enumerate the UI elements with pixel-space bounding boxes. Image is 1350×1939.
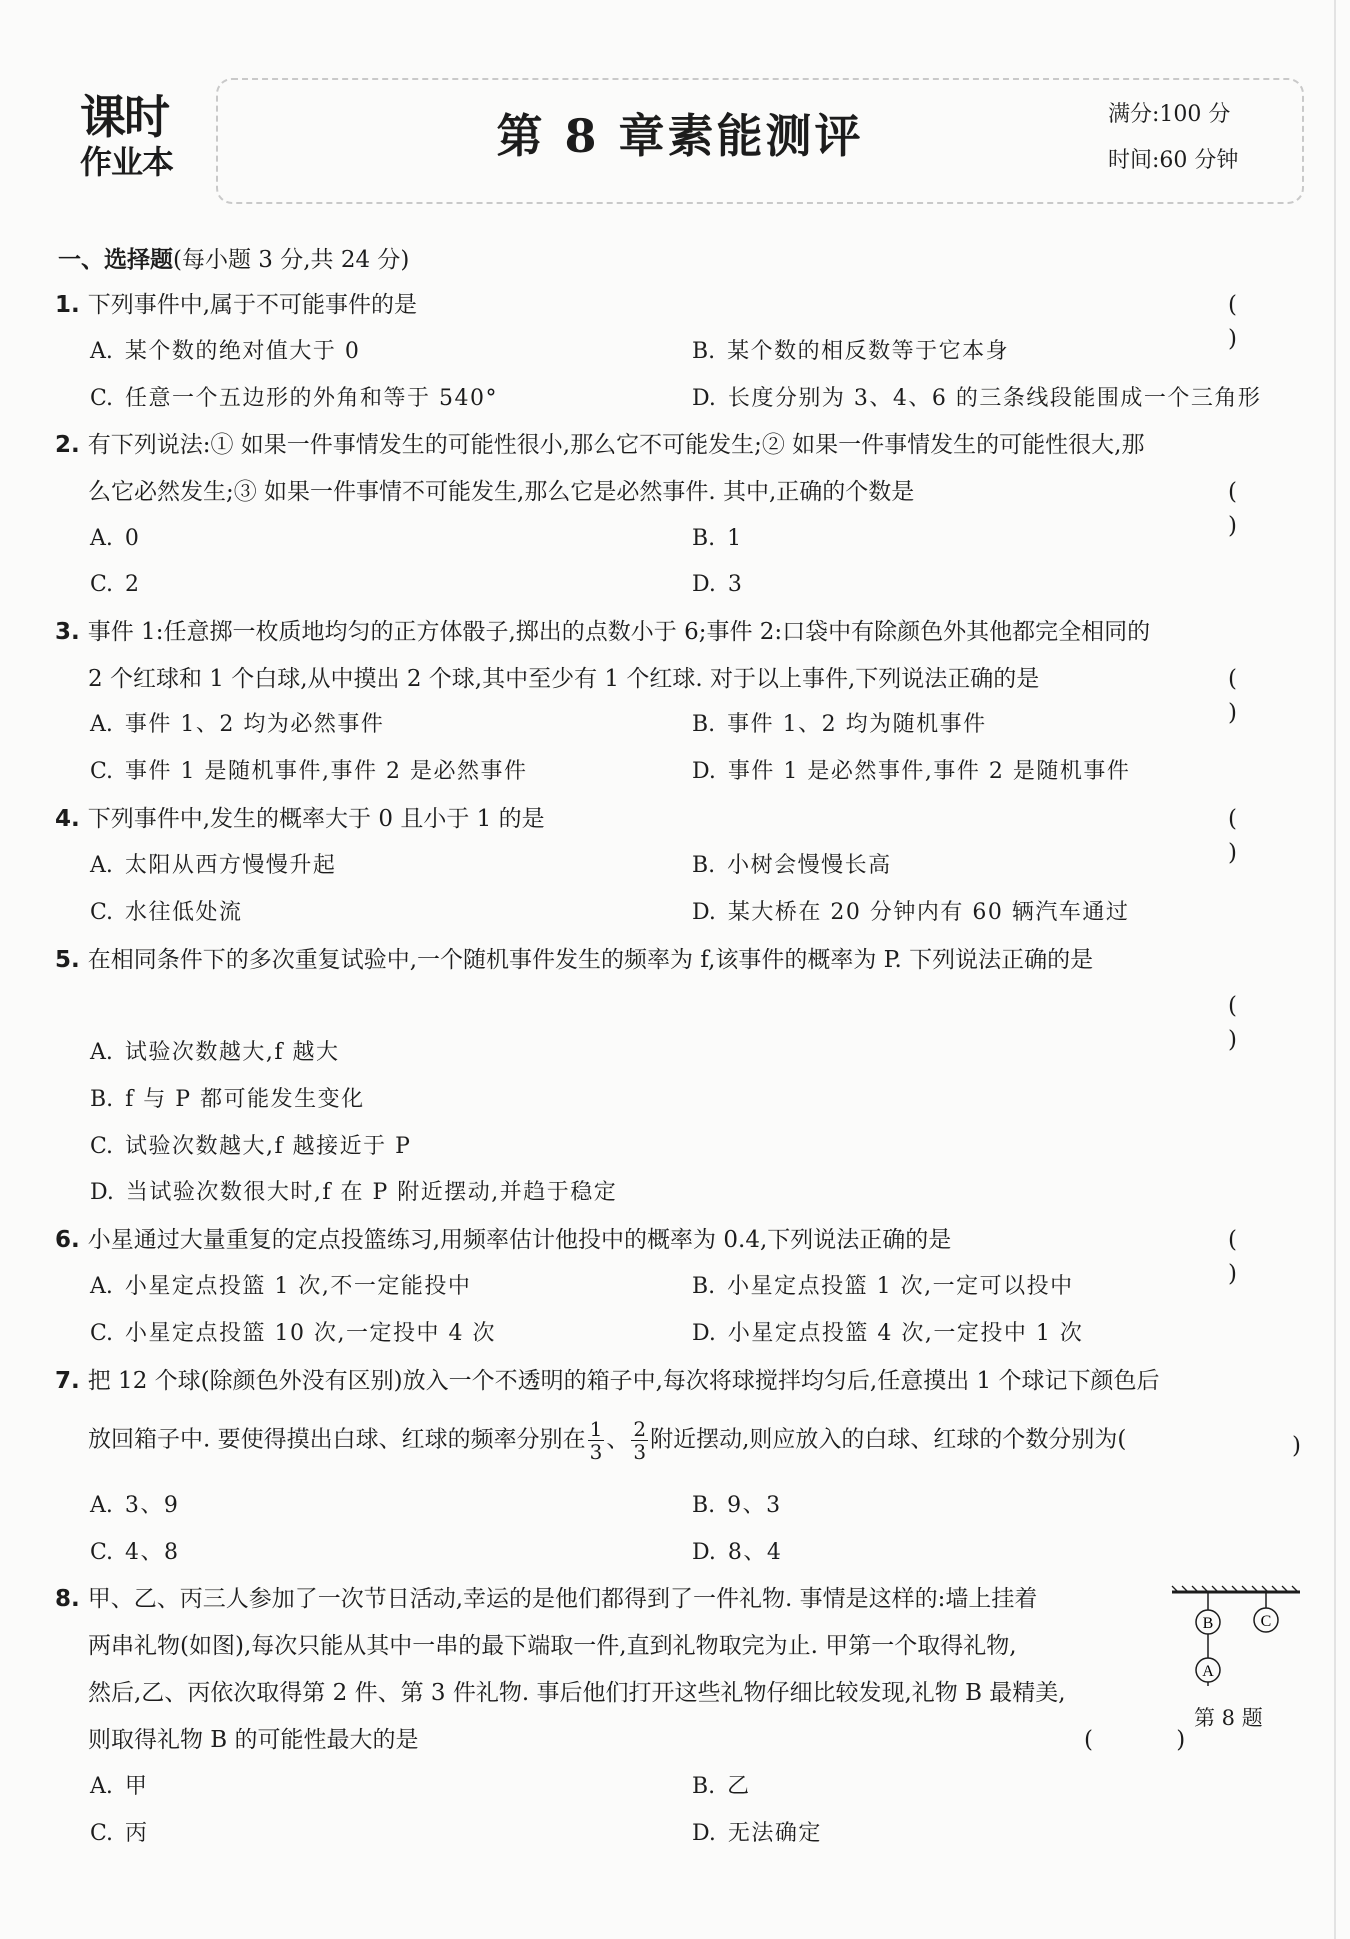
option-c: C. 4、8 (90, 1540, 180, 1565)
option-d: D. 某大桥在 20 分钟内有 60 辆汽车通过 (692, 900, 1130, 925)
answer-blank: ( ) (1228, 1227, 1275, 1287)
fraction-one-third: $\frac{1}{3}$ (589, 1417, 603, 1464)
question-6-stem (55, 1223, 951, 1257)
option-c: C. 2 (90, 572, 141, 597)
section-note: (每小题 3 分,共 24 分) (173, 247, 410, 273)
logo-line2: 作业本 (80, 143, 174, 181)
question-text: 事件 1:任意掷一枚质地均匀的正方体骰子,掷出的点数小于 6;事件 2:口袋中有除颜色外其他都完全相同的 (87, 619, 1151, 645)
question-number: 4. (55, 806, 80, 832)
question-number: 2. (55, 432, 80, 458)
question-5-stem (55, 943, 1093, 977)
option-b: B. 事件 1、2 均为随机事件 (692, 712, 987, 737)
option-b: B. 1 (692, 526, 743, 551)
option-c: C. 任意一个五边形的外角和等于 540° (90, 386, 499, 411)
answer-blank: ( ) (1228, 479, 1275, 539)
question-number: 5. (55, 947, 80, 973)
option-b: B. 某个数的相反数等于它本身 (692, 339, 1010, 364)
option-d: D. 无法确定 (692, 1821, 822, 1846)
question-8-stem (55, 1582, 1037, 1616)
option-d: D. 8、4 (692, 1540, 783, 1565)
gift-a-label: A (1202, 1663, 1214, 1680)
time-limit: 时间:60 分钟 (1108, 148, 1239, 173)
gift-c-label: C (1260, 1613, 1272, 1630)
question-number: 8. (55, 1586, 80, 1612)
question-text: 小星通过大量重复的定点投篮练习,用频率估计他投中的概率为 0.4,下列说法正确的是 (87, 1227, 952, 1253)
option-d: D. 长度分别为 3、4、6 的三条线段能围成一个三角形 (692, 386, 1262, 411)
question-4-stem (55, 802, 545, 836)
question-3-stem (55, 615, 1150, 649)
section-heading (58, 243, 409, 277)
section-title: 一、选择题 (58, 247, 173, 273)
option-d: D. 事件 1 是必然事件,事件 2 是随机事件 (692, 759, 1131, 784)
option-c: C. 小星定点投篮 10 次,一定投中 4 次 (90, 1321, 497, 1346)
answer-blank: ( ) (1228, 666, 1275, 726)
page-edge (1334, 0, 1336, 1939)
answer-blank: ( ) (1084, 1727, 1224, 1753)
question-text-cont: 放回箱子中. 要使得摸出白球、红球的频率分别在 $\frac{1}{3}$ 、 $\frac{2}{3}$ 附近摆动,则应放入的白球、红球的个数分别为( (88, 1417, 1127, 1464)
option-a: A. 试验次数越大,f 越大 (90, 1040, 340, 1065)
question-7-stem (55, 1364, 1159, 1398)
option-a: A. 太阳从西方慢慢升起 (90, 853, 337, 878)
page-title: 第 8 章素能测评 (496, 109, 864, 163)
option-a: A. 3、9 (90, 1493, 180, 1518)
question-text: 下列事件中,发生的概率大于 0 且小于 1 的是 (87, 806, 545, 832)
option-d: D. 小星定点投篮 4 次,一定投中 1 次 (692, 1321, 1084, 1346)
figure-caption: 第 8 题 (1194, 1706, 1263, 1730)
option-b: B. 小树会慢慢长高 (692, 853, 892, 878)
question-text-cont: 2 个红球和 1 个白球,从中摸出 2 个球,其中至少有 1 个红球. 对于以上事件,下列说法正确的是 (88, 666, 1040, 692)
question-text: 甲、乙、丙三人参加了一次节日活动,幸运的是他们都得到了一件礼物. 事情是这样的:墙上挂着 (87, 1586, 1038, 1612)
fraction-two-thirds: $\frac{2}{3}$ (633, 1417, 647, 1464)
question-text-cont: 则取得礼物 B 的可能性最大的是 (88, 1727, 419, 1753)
option-d: D. 3 (692, 572, 744, 597)
option-d: D. 当试验次数很大时,f 在 P 附近摆动,并趋于稳定 (90, 1180, 618, 1205)
answer-blank: ( ) (1228, 993, 1275, 1053)
question-number: 6. (55, 1227, 80, 1253)
answer-blank-close: ) (1292, 1433, 1301, 1459)
question-text-cont: 么它必然发生;③ 如果一件事情不可能发生,那么它是必然事件. 其中,正确的个数是 (88, 479, 915, 505)
question-text-cont: 然后,乙、丙依次取得第 2 件、第 3 件礼物. 事后他们打开这些礼物仔细比较发现,礼物 B 最精美, (88, 1680, 1066, 1706)
answer-blank: ( ) (1228, 292, 1275, 352)
question-1-stem (55, 288, 417, 322)
logo-line1: 课时 (80, 90, 168, 144)
question-text: 把 12 个球(除颜色外没有区别)放入一个不透明的箱子中,每次将球搅拌均匀后,任意摸出 1 个球记下颜色后 (87, 1368, 1160, 1394)
question-2-stem (55, 428, 1145, 462)
option-c: C. 试验次数越大,f 越接近于 P (90, 1134, 412, 1159)
option-c: C. 水往低处流 (90, 900, 243, 925)
full-score: 满分:100 分 (1108, 102, 1231, 127)
option-a: A. 小星定点投篮 1 次,不一定能投中 (90, 1274, 472, 1299)
question-number: 7. (55, 1368, 80, 1394)
option-b: B. 小星定点投篮 1 次,一定可以投中 (692, 1274, 1074, 1299)
gift-strings-diagram (1168, 1584, 1304, 1704)
option-c: C. 事件 1 是随机事件,事件 2 是必然事件 (90, 759, 528, 784)
option-c: C. 丙 (90, 1821, 149, 1846)
question-text: 在相同条件下的多次重复试验中,一个随机事件发生的频率为 f,该事件的概率为 P. 下列说法正确的是 (87, 947, 1094, 973)
gift-b-label: B (1202, 1615, 1214, 1632)
option-a: A. 某个数的绝对值大于 0 (90, 339, 361, 364)
question-text: 有下列说法:① 如果一件事情发生的可能性很小,那么它不可能发生;② 如果一件事情发生的可能性很大,那 (87, 432, 1145, 458)
question-text: 下列事件中,属于不可能事件的是 (87, 292, 418, 318)
option-a: A. 甲 (90, 1774, 149, 1799)
logo (80, 92, 210, 187)
option-b: B. f 与 P 都可能发生变化 (90, 1087, 365, 1112)
question-number: 3. (55, 619, 80, 645)
option-a: A. 0 (90, 526, 141, 551)
option-a: A. 事件 1、2 均为必然事件 (90, 712, 385, 737)
option-b: B. 9、3 (692, 1493, 782, 1518)
question-text-cont: 两串礼物(如图),每次只能从其中一串的最下端取一件,直到礼物取完为止. 甲第一个取得礼物, (88, 1633, 1017, 1659)
question-number: 1. (55, 292, 80, 318)
answer-blank: ( ) (1228, 806, 1275, 866)
option-b: B. 乙 (692, 1774, 751, 1799)
